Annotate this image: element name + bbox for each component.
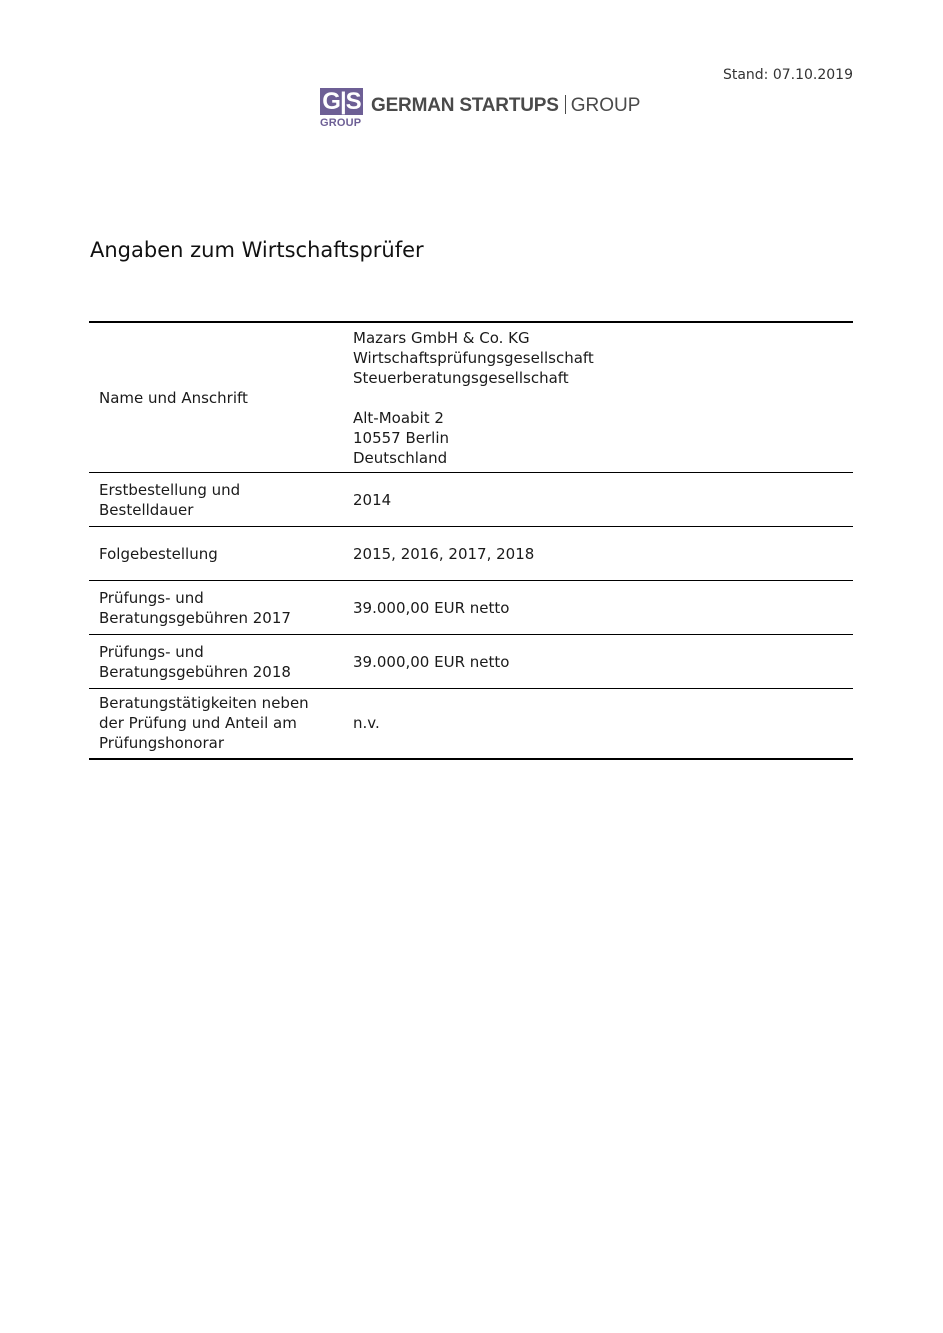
table-row bbox=[89, 527, 853, 581]
logo-divider bbox=[565, 95, 566, 114]
row-label bbox=[89, 473, 337, 527]
label-line: Prüfungshonorar bbox=[99, 734, 224, 753]
value-line: Steuerberatungsgesellschaft bbox=[353, 369, 569, 387]
label-line: Beratungstätigkeiten neben bbox=[99, 694, 309, 713]
logo-name-bold: GERMAN STARTUPS bbox=[371, 95, 559, 116]
value-line: Wirtschaftsprüfungsgesellschaft bbox=[353, 349, 594, 367]
row-label: Name und Anschrift bbox=[99, 388, 248, 407]
table-row bbox=[89, 689, 853, 759]
table-row bbox=[89, 635, 853, 689]
row-label bbox=[89, 689, 337, 759]
table-row bbox=[89, 322, 853, 473]
logo-name-light: GROUP bbox=[570, 95, 641, 116]
logo-box: G|S bbox=[320, 88, 363, 115]
label-line: Beratungsgebühren 2017 bbox=[99, 608, 291, 627]
company-logo bbox=[320, 88, 640, 130]
row-label bbox=[89, 581, 337, 635]
row-label bbox=[89, 635, 337, 689]
row-value bbox=[337, 322, 853, 473]
value-line: Mazars GmbH & Co. KG bbox=[353, 329, 530, 347]
row-value: n.v. bbox=[353, 714, 380, 733]
label-line: Prüfungs- und bbox=[99, 642, 204, 661]
label-line: Beratungsgebühren 2018 bbox=[99, 662, 291, 681]
logo-sub: GROUP bbox=[320, 117, 362, 129]
row-value: 2014 bbox=[353, 490, 392, 509]
row-value: 39.000,00 EUR netto bbox=[353, 652, 510, 671]
table-row bbox=[89, 473, 853, 527]
table-row bbox=[89, 581, 853, 635]
logo-text bbox=[371, 95, 640, 117]
label-line: Prüfungs- und bbox=[99, 588, 204, 607]
page-title: Angaben zum Wirtschaftsprüfer bbox=[90, 238, 424, 262]
spacer bbox=[353, 388, 845, 408]
auditor-table bbox=[89, 321, 853, 760]
stand-date: Stand: 07.10.2019 bbox=[722, 67, 853, 83]
address-line: Alt-Moabit 2 bbox=[353, 409, 444, 427]
address-line: 10557 Berlin bbox=[353, 429, 450, 447]
label-line: der Prüfung und Anteil am bbox=[99, 714, 297, 733]
row-value: 39.000,00 EUR netto bbox=[353, 598, 510, 617]
row-label: Folgebestellung bbox=[99, 544, 218, 563]
row-value: 2015, 2016, 2017, 2018 bbox=[353, 544, 535, 563]
address-line: Deutschland bbox=[353, 449, 448, 467]
label-line: Erstbestellung und bbox=[99, 480, 241, 499]
label-line: Bestelldauer bbox=[99, 500, 194, 519]
logo-mark bbox=[320, 88, 364, 130]
